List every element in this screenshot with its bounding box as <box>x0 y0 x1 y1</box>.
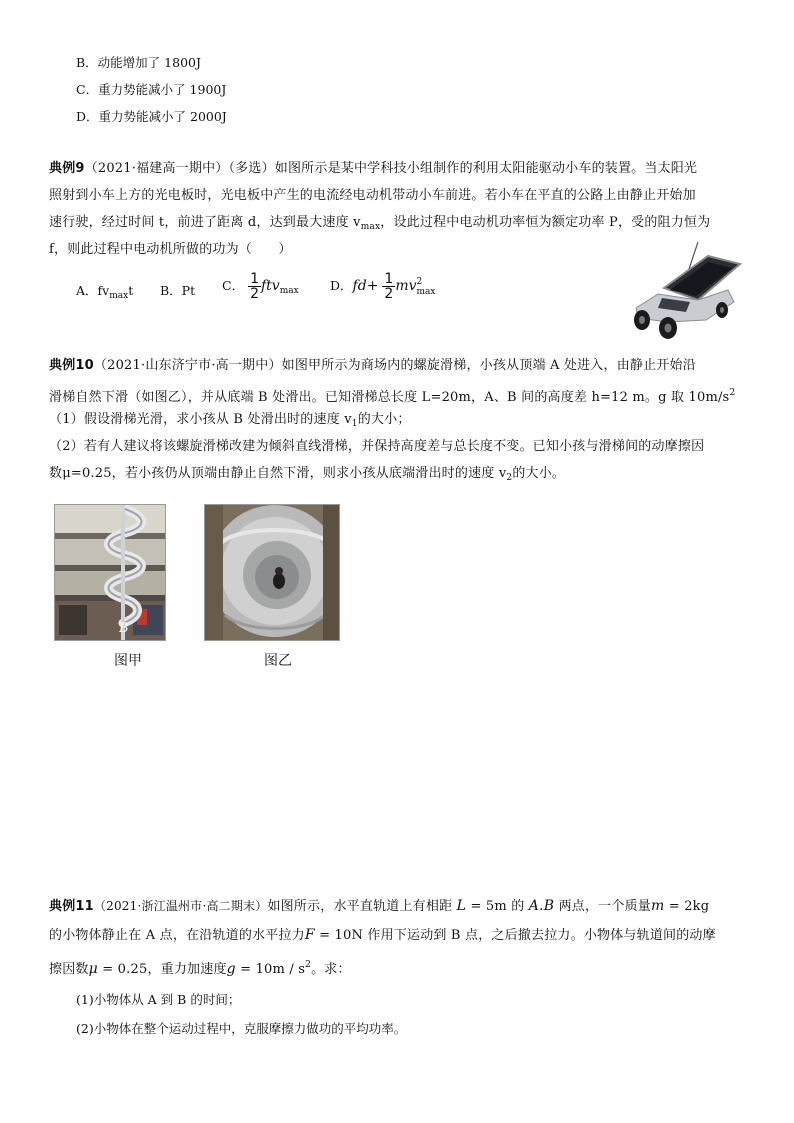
fraction-half: $\frac{1}{2}$ <box>384 271 394 302</box>
option-d: D．重力势能减小了 2000J <box>76 109 227 124</box>
ex10-line-3: （1）假设滑梯光滑，求小孩从 B 处滑出时的速度 $v_1$的大小； <box>49 412 411 429</box>
ex9-label: 典例 <box>49 161 76 176</box>
vmax-subscript: max <box>360 222 381 232</box>
ex9-line-2: 照射到小车上方的光电板时，光电板中产生的电流经电动机带动小车前进。若小车在平直的公路上由静止开始加 <box>49 188 696 203</box>
ex9-line-3 <box>49 214 710 236</box>
ex9-option-c: C． $\frac{1}{2}$ ftv$_{max}$ <box>222 271 299 302</box>
ex11-line-2: 的小物体静止在 A 点，在沿轨道的水平拉力F = 10N 作用下运动到 B 点，之后撤去拉力。小物体与轨道间的动摩 <box>49 927 716 943</box>
ex9-option-d: D．fd+ $\frac{1}{2}$ mv 2 max <box>330 271 436 302</box>
option-b: B．动能增加了 1800J <box>76 55 201 70</box>
ex10-source: （2021·山东济宁市·高一期中） <box>93 358 282 373</box>
fraction-half: $\frac{1}{2}$ <box>250 271 259 302</box>
ex10-line-1: 典例10（2021·山东济宁市·高一期中）如图甲所示为商场内的螺旋滑梯，小孩从顶端 A 处进入，由静止开始沿 <box>49 358 696 373</box>
ex10-line-5: 数μ=0.25，若小孩仍从顶端由静止自然下滑，则求小孩从底端滑出时的速度 $v_2$的大小。 <box>49 466 566 483</box>
ex10-number: 10 <box>75 358 94 373</box>
ex11-source: （2021·浙江温州市·高二期末） <box>93 899 268 913</box>
ex10-label: 典例 <box>49 358 76 373</box>
ex9-line-4: f，则此过程中电动机所做的功为（ ） <box>49 242 292 257</box>
ex11-line-1: 典例11（2021·浙江温州市·高二期末）如图所示，水平直轨道上有相距 L = 5m 的 A.B 两点，一个质量m = 2kg <box>49 898 710 914</box>
ex9-text-4: ，设此过程中电动机功率恒为额定功率 P，受的阻力恒为 <box>380 215 711 230</box>
ex11-label: 典例 <box>49 899 76 914</box>
photo-label-b: B <box>119 621 129 636</box>
ex10-line-2: 滑梯自然下滑（如图乙），并从底端 B 处滑出。已知滑梯总长度 L=20m，A、B 间的高度差 h=12 m。g 取 $10m/s^2$ <box>49 388 736 405</box>
ex9-line-1 <box>49 160 697 178</box>
ex11-number: 11 <box>75 899 94 914</box>
ex11-question-2: (2)小物体在整个运动过程中，克服摩擦力做功的平均功率。 <box>76 1021 407 1036</box>
ex10-line-4: （2）若有人建议将该螺旋滑梯改建为倾斜直线滑梯，并保持高度差与总长度不变。已知小孩与滑梯间的动摩擦因 <box>49 439 705 454</box>
ex9-option-a: A．$fv_{max}t$ <box>76 283 134 301</box>
ex11-line-3: 擦因数μ = 0.25，重力加速度$g = 10m / s^2$。求： <box>49 960 351 977</box>
caption-figure-a: 图甲 <box>114 653 142 669</box>
ex9-number: 9 <box>75 161 85 176</box>
solar-car-image <box>628 238 746 340</box>
photo-spiral-slide <box>54 504 166 641</box>
caption-figure-b: 图乙 <box>264 653 292 669</box>
option-c: C．重力势能减小了 1900J <box>76 82 227 97</box>
photo-inside-slide <box>204 504 340 641</box>
ex9-source: （2021·福建高一期中）（多选） <box>84 161 275 176</box>
ex9-text-3: 速行驶，经过时间 t，前进了距离 d，达到最大速度 v <box>49 215 361 230</box>
ex9-option-b: B．Pt <box>160 283 196 298</box>
ex11-question-1: (1)小物体从 A 到 B 的时间； <box>76 992 241 1007</box>
ex9-text-1: 如图所示是某中学科技小组制作的利用太阳能驱动小车的装置。当太阳光 <box>274 161 698 176</box>
